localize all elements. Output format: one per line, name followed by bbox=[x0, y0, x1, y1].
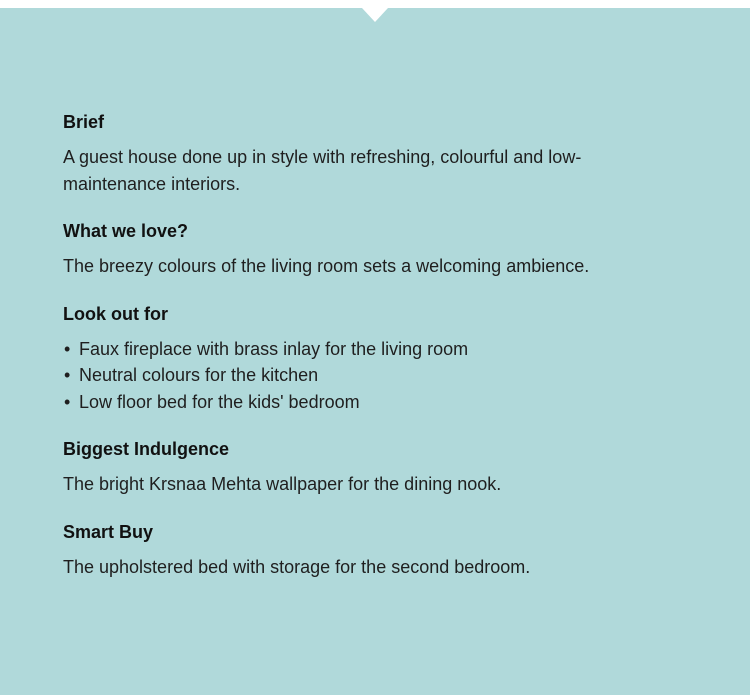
brief-section bbox=[63, 110, 683, 197]
list-item bbox=[63, 362, 683, 389]
look-out-for-section bbox=[63, 302, 683, 416]
list-item-text: Faux fireplace with brass inlay for the living room bbox=[79, 338, 469, 359]
pointer-notch bbox=[362, 8, 388, 22]
biggest-indulgence-text: The bright Krsnaa Mehta wallpaper for the dining nook. bbox=[63, 474, 502, 494]
biggest-indulgence-heading: Biggest Indulgence bbox=[63, 439, 230, 459]
list-item-text: Neutral colours for the kitchen bbox=[79, 365, 319, 385]
what-we-love-section bbox=[63, 219, 683, 280]
project-details bbox=[63, 110, 683, 602]
bullet-icon: • bbox=[64, 391, 71, 412]
biggest-indulgence-section bbox=[63, 437, 683, 498]
smart-buy-heading: Smart Buy bbox=[63, 521, 154, 542]
look-out-for-heading: Look out for bbox=[63, 303, 168, 324]
top-strip bbox=[0, 0, 750, 8]
bullet-icon: • bbox=[64, 365, 71, 385]
list-item-text: Low floor bed for the kids' bedroom bbox=[79, 391, 360, 412]
what-we-love-heading: What we love? bbox=[63, 221, 189, 241]
what-we-love-text: The breezy colours of the living room sets a welcoming ambience. bbox=[63, 256, 590, 276]
brief-text: A guest house done up in style with refreshing, colourful and low-maintenance interiors. bbox=[63, 147, 582, 194]
list-item bbox=[63, 336, 683, 363]
look-out-for-list bbox=[63, 336, 683, 416]
smart-buy-section bbox=[63, 520, 683, 581]
smart-buy-text: The upholstered bed with storage for the second bedroom. bbox=[63, 556, 531, 577]
list-item bbox=[63, 389, 683, 416]
brief-heading: Brief bbox=[63, 112, 105, 132]
bullet-icon: • bbox=[64, 338, 71, 359]
